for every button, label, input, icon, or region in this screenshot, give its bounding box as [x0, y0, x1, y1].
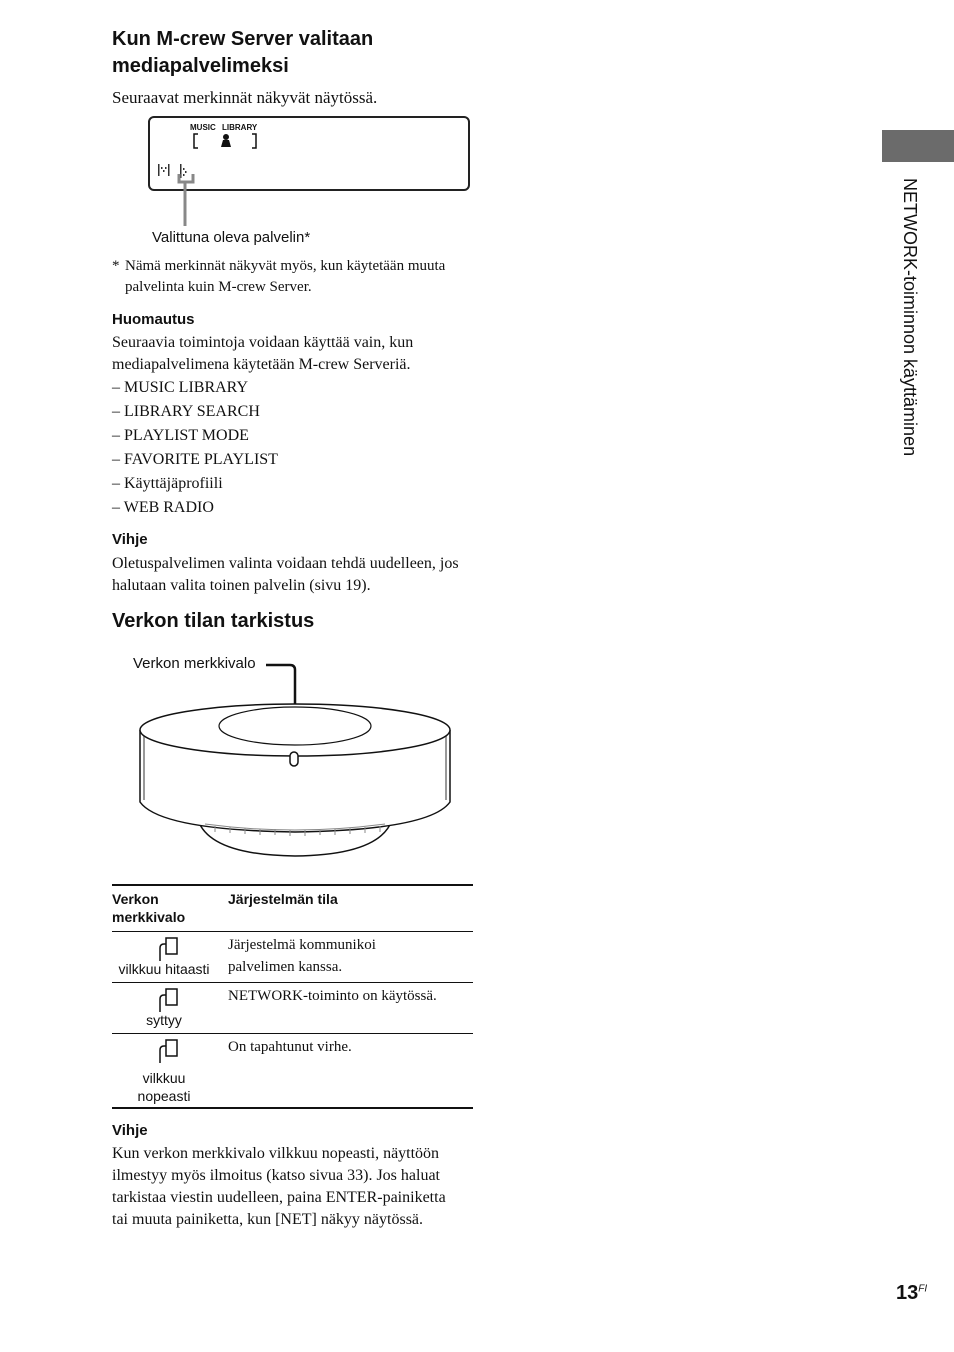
hint-heading: Vihje	[112, 531, 148, 548]
note-heading: Huomautus	[112, 311, 195, 328]
indicator-callout-label: Verkon merkkivalo	[133, 655, 256, 672]
device-illustration	[130, 660, 460, 860]
list-item: – PLAYLIST MODE	[112, 427, 249, 444]
section-title-line2: mediapalvelimeksi	[112, 55, 289, 77]
list-item: – Käyttäjäprofiili	[112, 475, 223, 492]
footnote-mark: *	[112, 258, 120, 274]
display-graphic	[150, 118, 468, 228]
col-indicator-header: Verkon merkkivalo	[112, 891, 186, 925]
note-text: Seuraavia toimintoja voidaan käyttää vain, kun mediapalvelimena käytetään M-crew Serveriä.	[112, 334, 414, 373]
status-table	[112, 884, 473, 1109]
indicator-blink-fast-icon	[158, 1038, 180, 1064]
device-top-disc	[219, 707, 371, 745]
display-library-label: LIBRARY	[222, 123, 258, 132]
state-description: On tapahtunut virhe.	[228, 1039, 352, 1055]
table-header-row	[112, 885, 473, 932]
page-language-suffix: FI	[918, 1283, 928, 1295]
footnote-text: Nämä merkinnät näkyvät myös, kun käytetään muuta palvelinta kuin M-crew Server.	[125, 258, 446, 295]
display-music-label: MUSIC	[190, 123, 216, 132]
list-item: – MUSIC LIBRARY	[112, 379, 249, 396]
indicator-state-label: syttyy	[146, 1012, 182, 1028]
side-tab-marker	[882, 130, 954, 162]
hint-heading: Vihje	[112, 1122, 148, 1139]
list-item: – FAVORITE PLAYLIST	[112, 451, 278, 468]
callout-label: Valittuna oleva palvelin*	[152, 229, 311, 246]
footnote	[112, 256, 120, 277]
table-row	[112, 1034, 473, 1109]
hint-text: Oletuspalvelimen valinta voidaan tehdä uudelleen, jos halutaan valita toinen palvelin (sivu 19).	[112, 555, 459, 594]
section-title-network: Verkon tilan tarkistus	[112, 610, 315, 632]
hint-text: Kun verkon merkkivalo vilkkuu nopeasti, näyttöön ilmestyy myös ilmoitus (katso sivua 33). Jos haluat tarkistaa viestin uudelleen, paina ENTER-painiketta tai muuta painiketta, kun [NET] näkyy näytössä.	[112, 1145, 446, 1228]
indicator-state-label: vilkkuu nopeasti	[137, 1070, 191, 1104]
col-state-header: Järjestelmän tila	[228, 891, 338, 907]
server-glyph-icon	[158, 164, 187, 178]
state-description: Järjestelmä kommunikoi palvelimen kanssa.	[228, 937, 376, 975]
section-title-line1: Kun M-crew Server valitaan	[112, 28, 374, 50]
side-section-title: NETWORK-toiminnon käyttäminen	[900, 178, 920, 457]
bracket-left-icon	[194, 134, 198, 148]
bracket-right-icon	[252, 134, 256, 148]
network-indicator-light	[290, 752, 298, 766]
state-description: NETWORK-toiminto on käytössä.	[228, 988, 437, 1004]
list-item: – WEB RADIO	[112, 499, 214, 516]
intro-text: Seuraavat merkinnät näkyvät näytössä.	[112, 88, 378, 107]
table-row	[112, 983, 473, 1034]
note-list	[112, 376, 278, 520]
table-row	[112, 932, 473, 983]
list-item: – LIBRARY SEARCH	[112, 403, 260, 420]
page-number: $13^{FI}$	[896, 1282, 928, 1304]
indicator-blink-slow-icon	[158, 936, 180, 962]
section-title	[112, 26, 373, 80]
indicator-on-icon	[158, 987, 180, 1013]
indicator-state-label: vilkkuu hitaasti	[118, 961, 210, 977]
library-person-icon	[221, 134, 231, 147]
